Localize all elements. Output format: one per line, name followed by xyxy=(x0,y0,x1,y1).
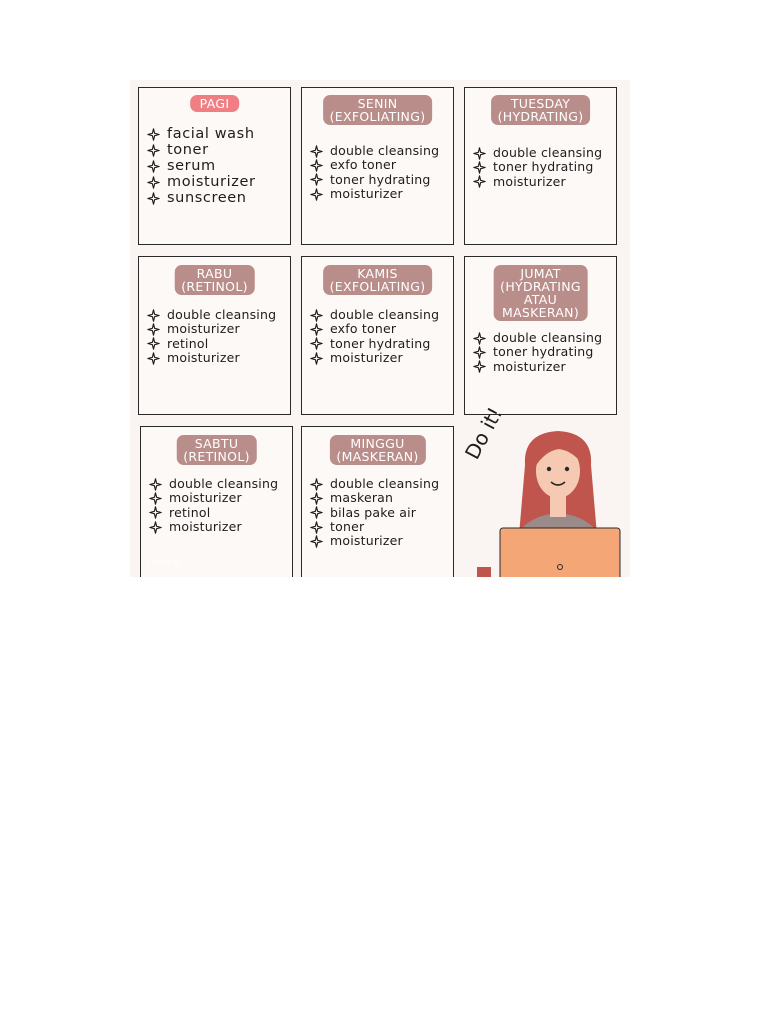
sparkle-icon xyxy=(147,337,160,350)
list-item xyxy=(147,142,286,158)
list-item xyxy=(147,308,286,322)
sparkle-icon xyxy=(473,332,486,345)
sparkle-icon xyxy=(473,346,486,359)
item-text: toner hydrating xyxy=(493,159,594,175)
item-text: sunscreen xyxy=(167,190,247,206)
item-text: toner hydrating xyxy=(330,335,431,351)
watermark: canva xyxy=(147,555,181,568)
sparkle-icon xyxy=(147,176,160,189)
sparkle-icon xyxy=(147,192,160,205)
item-text: toner xyxy=(167,142,209,158)
sparkle-icon xyxy=(310,145,323,158)
card-tag: RABU (RETINOL) xyxy=(174,265,255,295)
list-item xyxy=(147,351,286,365)
item-text: double cleansing xyxy=(493,330,603,345)
card-kamis xyxy=(301,256,454,415)
list-item xyxy=(310,506,449,520)
item-text: double cleansing xyxy=(330,476,440,491)
list-item xyxy=(310,144,449,158)
item-text: moisturizer xyxy=(493,358,566,374)
list-item xyxy=(149,491,288,505)
list-item xyxy=(147,158,286,174)
list-item xyxy=(147,337,286,351)
card-tag: SABTU (RETINOL) xyxy=(176,435,257,465)
item-text: double cleansing xyxy=(169,476,279,491)
item-text: maskeran xyxy=(330,490,394,506)
item-text: moisturizer xyxy=(167,174,256,190)
item-text: toner hydrating xyxy=(493,344,594,360)
sparkle-icon xyxy=(147,160,160,173)
item-text: double cleansing xyxy=(330,143,440,158)
sparkle-icon xyxy=(147,128,160,141)
sparkle-icon xyxy=(310,492,323,505)
list-item xyxy=(147,126,286,142)
list-item xyxy=(149,520,288,534)
sparkle-icon xyxy=(310,535,323,548)
list-item xyxy=(310,322,449,336)
item-text: moisturizer xyxy=(330,185,403,201)
list-item xyxy=(310,477,449,491)
item-text: moisturizer xyxy=(167,349,240,365)
card-pagi xyxy=(138,87,291,245)
sparkle-icon xyxy=(473,175,486,188)
item-text: moisturizer xyxy=(330,533,403,549)
sparkle-icon xyxy=(310,309,323,322)
sparkle-icon xyxy=(310,188,323,201)
list-item xyxy=(310,520,449,534)
item-list xyxy=(147,126,286,206)
card-senin xyxy=(301,87,454,245)
card-tuesday xyxy=(464,87,617,245)
item-list xyxy=(473,331,612,374)
card-minggu xyxy=(301,426,454,577)
sparkle-icon xyxy=(310,521,323,534)
item-text: retinol xyxy=(169,504,211,520)
sparkle-icon xyxy=(473,161,486,174)
list-item xyxy=(310,534,449,548)
item-text: toner hydrating xyxy=(330,171,431,187)
list-item xyxy=(149,477,288,491)
item-text: double cleansing xyxy=(493,145,603,160)
list-item xyxy=(473,175,612,189)
list-item xyxy=(473,331,612,345)
sparkle-icon xyxy=(310,323,323,336)
list-item xyxy=(310,337,449,351)
card-tag: KAMIS (EXFOLIATING) xyxy=(323,265,433,295)
card-tag: SENIN (EXFOLIATING) xyxy=(323,95,433,125)
item-list xyxy=(149,477,288,534)
list-item xyxy=(147,174,286,190)
card-rabu xyxy=(138,256,291,415)
list-item xyxy=(310,187,449,201)
card-sabtu xyxy=(140,426,293,577)
card-tag: TUESDAY (HYDRATING) xyxy=(491,95,591,125)
list-item xyxy=(310,158,449,172)
sparkle-icon xyxy=(147,352,160,365)
list-item xyxy=(473,160,612,174)
item-text: double cleansing xyxy=(167,307,277,322)
item-text: toner xyxy=(330,518,365,534)
item-text: double cleansing xyxy=(330,307,440,322)
sparkle-icon xyxy=(149,492,162,505)
card-jumat xyxy=(464,256,617,415)
woman-with-laptop-icon xyxy=(455,425,630,577)
list-item xyxy=(310,491,449,505)
sparkle-icon xyxy=(310,352,323,365)
item-text: moisturizer xyxy=(330,349,403,365)
item-text: moisturizer xyxy=(169,518,242,534)
item-list xyxy=(310,144,449,201)
card-tag: JUMAT (HYDRATING ATAU MASKERAN) xyxy=(493,265,588,321)
list-item xyxy=(310,308,449,322)
list-item xyxy=(310,351,449,365)
item-text: serum xyxy=(167,158,216,174)
item-list xyxy=(310,477,449,548)
list-item xyxy=(473,360,612,374)
item-text: exfo toner xyxy=(330,157,397,173)
card-tag: PAGI xyxy=(190,95,240,112)
sparkle-icon xyxy=(310,173,323,186)
list-item xyxy=(147,190,286,206)
do-it-caption: Do it! xyxy=(460,403,508,464)
sparkle-icon xyxy=(149,506,162,519)
sparkle-icon xyxy=(149,478,162,491)
item-text: bilas pake air xyxy=(330,504,417,520)
sparkle-icon xyxy=(147,323,160,336)
sparkle-icon xyxy=(473,360,486,373)
item-text: moisturizer xyxy=(169,490,242,506)
sparkle-icon xyxy=(310,337,323,350)
sparkle-icon xyxy=(149,521,162,534)
item-list xyxy=(310,308,449,365)
list-item xyxy=(473,345,612,359)
list-item xyxy=(473,146,612,160)
item-text: moisturizer xyxy=(167,321,240,337)
item-text: exfo toner xyxy=(330,321,397,337)
item-list xyxy=(473,146,612,189)
sparkle-icon xyxy=(147,144,160,157)
list-item xyxy=(149,506,288,520)
item-text: retinol xyxy=(167,335,209,351)
list-item xyxy=(310,173,449,187)
sparkle-icon xyxy=(310,506,323,519)
sparkle-icon xyxy=(473,147,486,160)
item-list xyxy=(147,308,286,365)
sparkle-icon xyxy=(310,159,323,172)
card-tag: MINGGU (MASKERAN) xyxy=(329,435,425,465)
list-item xyxy=(147,322,286,336)
skincare-schedule xyxy=(130,80,630,577)
item-text: moisturizer xyxy=(493,173,566,189)
sparkle-icon xyxy=(147,309,160,322)
sparkle-icon xyxy=(310,478,323,491)
item-text: facial wash xyxy=(167,126,255,142)
